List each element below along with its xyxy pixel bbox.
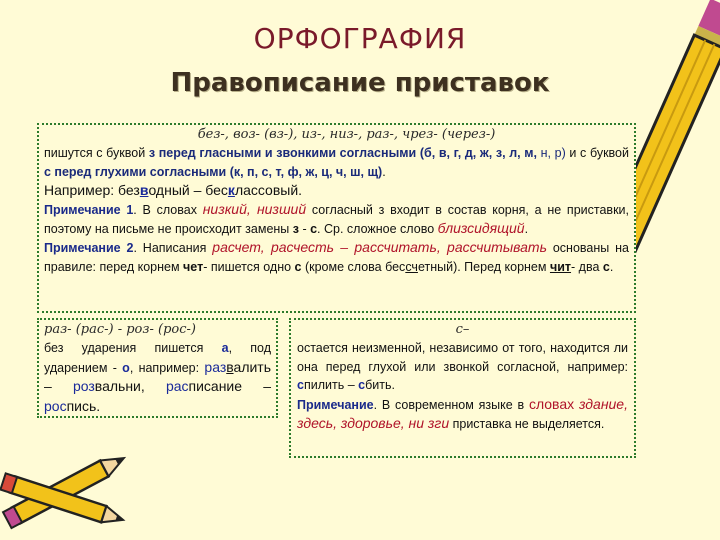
rule-text-part: , под ударением - xyxy=(44,341,272,375)
example-part: вальни, xyxy=(94,378,166,395)
note-label: Примечание xyxy=(297,397,374,412)
note-label: Примечание 1 xyxy=(44,202,134,217)
crossed-pencils-icon xyxy=(0,438,140,540)
rule-text-part: без ударения пишется xyxy=(44,341,222,356)
note-part: расчет, расчесть – рассчитать, рассчитывать xyxy=(212,239,547,256)
page-subtitle: Правописание приставок xyxy=(170,68,550,98)
note-part: чет xyxy=(183,259,204,274)
note-2 xyxy=(44,238,629,276)
example-part: рос xyxy=(44,397,67,414)
example-part: лассовый xyxy=(234,182,299,199)
rule-example xyxy=(44,181,629,199)
example-part: одный – бес xyxy=(148,182,228,199)
example-part: раз xyxy=(204,358,227,375)
note-part: - два xyxy=(571,259,603,274)
note-part: . xyxy=(524,222,529,237)
example-part: пись. xyxy=(66,397,101,414)
note-part: основаны на правиле: перед корнем xyxy=(44,241,629,274)
rule-text-part: н, р) xyxy=(540,146,566,161)
example-part: с xyxy=(297,378,304,393)
example-part: алить – xyxy=(44,358,272,395)
example-part: рас xyxy=(165,378,189,395)
rule-heading: раз- (рас-) - роз- (рос-) xyxy=(44,322,196,337)
rule-text-part: остается неизменной, независимо от того, находится ли она перед глухой или звонкой согласной, например: xyxy=(297,341,628,374)
rule-text-part: . xyxy=(382,164,386,179)
example-part: Например: без xyxy=(44,182,140,199)
note-part: словах xyxy=(528,395,575,412)
note-label: Примечание 2 xyxy=(44,241,134,256)
note xyxy=(297,395,628,434)
rule-text-part: з перед гласными и звонкими согласными (б, в, г, д, ж, з, л, м, xyxy=(148,146,537,161)
example-part: в xyxy=(226,358,234,375)
page-title: ОРФОГРАФИЯ xyxy=(253,22,467,55)
example-part: . xyxy=(391,378,395,393)
rule-heading: без-, воз- (вз-), из-, низ-, раз-, чрез- (через-) xyxy=(197,127,496,142)
rule-text xyxy=(297,339,628,394)
rule-text xyxy=(44,144,629,181)
note-part: етный). Перед корнем xyxy=(417,259,550,274)
note-part: . Ср. сложное слово xyxy=(317,222,438,237)
note-part: чит xyxy=(549,259,572,274)
rule-text-part: о xyxy=(122,360,130,375)
note-part: с xyxy=(310,222,318,237)
note-part: сч xyxy=(405,259,418,274)
note-part: с xyxy=(294,259,302,274)
note-part: приставка не xyxy=(449,417,533,432)
note-part: с xyxy=(602,259,610,274)
prefix-rule-box xyxy=(37,123,636,313)
note-part: низкий, низший xyxy=(202,200,307,217)
note-part: - xyxy=(298,222,311,237)
example-part: пилить – xyxy=(303,378,359,393)
note-part: - пишется одно xyxy=(203,259,295,274)
example-part: писание – xyxy=(188,378,271,395)
example-part: в xyxy=(139,182,149,199)
note-part: (кроме слова бес xyxy=(301,259,406,274)
note-part: согласный з входит в состав корня, а не приставки, поэтому на письме не происходит замены xyxy=(44,202,629,237)
note-part: . В современном языке в xyxy=(373,397,529,412)
example-part: с xyxy=(358,378,366,393)
note-part: . Написания xyxy=(133,241,213,256)
rule-heading: с– xyxy=(455,322,470,337)
note-part: здание, здесь, здоровье, ни зги xyxy=(297,395,628,432)
example-part: бить xyxy=(365,378,392,393)
example-part: роз xyxy=(72,378,95,395)
s-prefix-rule-box xyxy=(289,318,636,458)
note-part: близсидящий xyxy=(437,220,525,237)
note-part: выделяется xyxy=(532,417,601,432)
rule-text-part: а xyxy=(221,341,229,356)
note-part: . xyxy=(609,259,614,274)
rule-text-part: пишутся с буквой xyxy=(44,146,149,161)
note-1 xyxy=(44,200,629,239)
example-part: . xyxy=(298,182,303,199)
rule-text-part: и с буквой xyxy=(565,146,629,161)
rule-text xyxy=(44,339,271,416)
note-part: . В словах xyxy=(133,202,203,217)
rule-text-part: , например: xyxy=(129,360,205,375)
rule-text-part: с перед глухими согласными (к, п, с, т, ф, ж, ц, ч, ш, щ) xyxy=(44,164,383,179)
note-part: . xyxy=(600,417,605,432)
note-part: з xyxy=(292,222,299,237)
example-part: к xyxy=(227,182,235,199)
raz-roz-rule-box xyxy=(37,318,278,418)
